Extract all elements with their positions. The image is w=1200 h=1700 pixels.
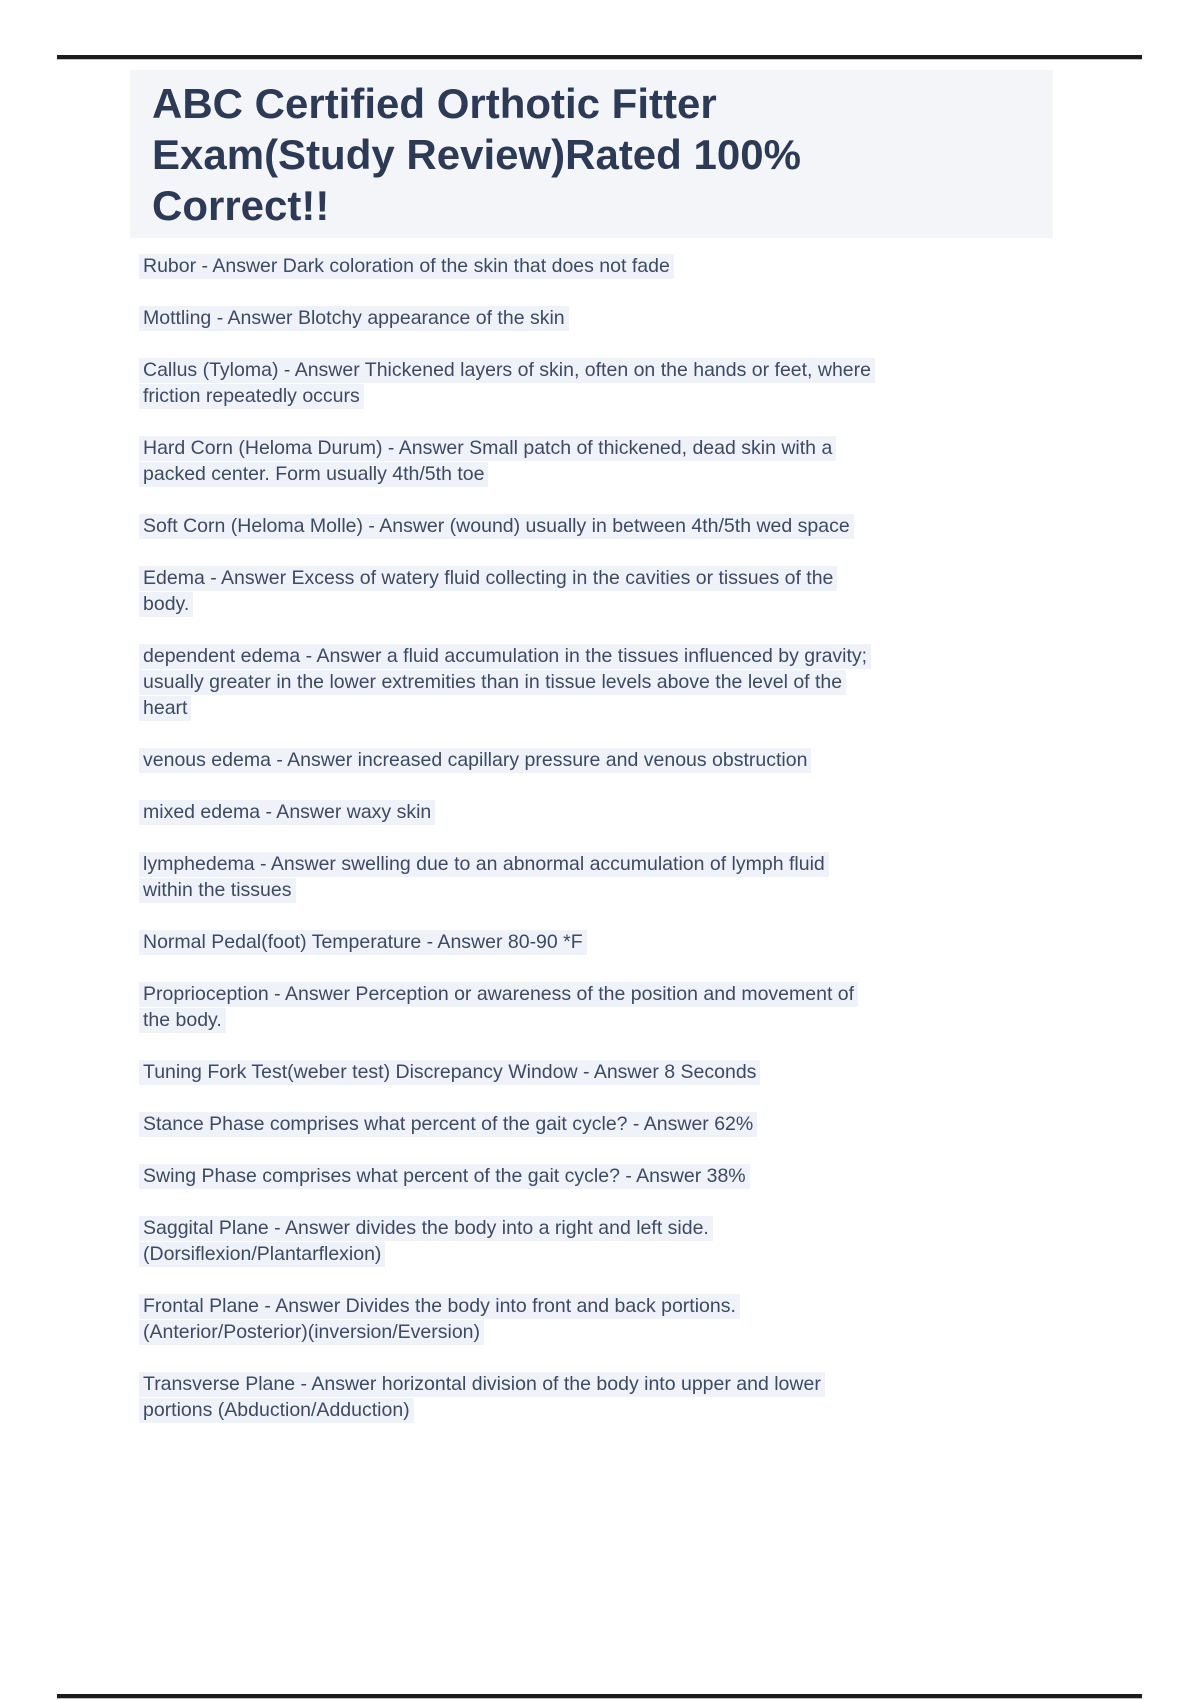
qa-text: Frontal Plane - Answer Divides the body into front and back portions. (139, 1294, 740, 1319)
qa-line (143, 253, 1083, 279)
qa-text: Rubor - Answer Dark coloration of the skin that does not fade (139, 254, 674, 279)
page-title (152, 78, 1033, 231)
qa-line (143, 1163, 1083, 1189)
qa-text: portions (Abduction/Adduction) (139, 1398, 414, 1423)
qa-item (143, 253, 1083, 279)
qa-item (143, 1215, 1083, 1267)
bottom-rule (57, 1694, 1142, 1698)
qa-text: (Anterior/Posterior)(inversion/Eversion) (139, 1320, 484, 1345)
qa-item (143, 851, 1083, 903)
qa-line (143, 799, 1083, 825)
qa-item (143, 643, 1083, 721)
qa-line (143, 1397, 1083, 1423)
qa-line (143, 1215, 1083, 1241)
title-block (130, 70, 1053, 238)
qa-text: Proprioception - Answer Perception or awareness of the position and movement of (139, 982, 858, 1007)
qa-line (143, 851, 1083, 877)
qa-text: packed center. Form usually 4th/5th toe (139, 462, 488, 487)
qa-text: Stance Phase comprises what percent of the gait cycle? - Answer 62% (139, 1112, 757, 1137)
qa-line (143, 305, 1083, 331)
title-line: Exam(Study Review)Rated 100% (152, 131, 801, 178)
qa-line (143, 695, 1083, 721)
qa-text: Tuning Fork Test(weber test) Discrepancy Window - Answer 8 Seconds (139, 1060, 760, 1085)
qa-line (143, 1293, 1083, 1319)
qa-line (143, 981, 1083, 1007)
qa-line (143, 565, 1083, 591)
qa-list (143, 253, 1083, 1449)
qa-line (143, 669, 1083, 695)
qa-text: usually greater in the lower extremities than in tissue levels above the level of the (139, 670, 846, 695)
qa-line (143, 435, 1083, 461)
qa-line (143, 1111, 1083, 1137)
qa-item (143, 981, 1083, 1033)
qa-line (143, 1241, 1083, 1267)
qa-item (143, 1293, 1083, 1345)
qa-item (143, 1371, 1083, 1423)
qa-text: Edema - Answer Excess of watery fluid collecting in the cavities or tissues of the (139, 566, 837, 591)
qa-item (143, 929, 1083, 955)
qa-text: friction repeatedly occurs (139, 384, 364, 409)
qa-item (143, 513, 1083, 539)
qa-line (143, 513, 1083, 539)
qa-text: Hard Corn (Heloma Durum) - Answer Small patch of thickened, dead skin with a (139, 436, 836, 461)
qa-line (143, 643, 1083, 669)
qa-item (143, 435, 1083, 487)
qa-text: Mottling - Answer Blotchy appearance of the skin (139, 306, 569, 331)
qa-item (143, 357, 1083, 409)
qa-item (143, 565, 1083, 617)
qa-text: heart (139, 696, 191, 721)
qa-text: Saggital Plane - Answer divides the body into a right and left side. (139, 1216, 713, 1241)
qa-item (143, 747, 1083, 773)
qa-line (143, 929, 1083, 955)
qa-text: the body. (139, 1008, 226, 1033)
qa-text: venous edema - Answer increased capillary pressure and venous obstruction (139, 748, 811, 773)
qa-line (143, 877, 1083, 903)
qa-text: Normal Pedal(foot) Temperature - Answer 80-90 *F (139, 930, 587, 955)
qa-text: dependent edema - Answer a fluid accumulation in the tissues influenced by gravity; (139, 644, 871, 669)
qa-line (143, 747, 1083, 773)
qa-line (143, 461, 1083, 487)
qa-item (143, 305, 1083, 331)
qa-line (143, 1371, 1083, 1397)
qa-line (143, 1007, 1083, 1033)
qa-text: within the tissues (139, 878, 296, 903)
qa-item (143, 1111, 1083, 1137)
qa-text: body. (139, 592, 193, 617)
qa-text: Soft Corn (Heloma Molle) - Answer (wound) usually in between 4th/5th wed space (139, 514, 854, 539)
qa-line (143, 383, 1083, 409)
qa-line (143, 357, 1083, 383)
top-rule (57, 55, 1142, 59)
qa-item (143, 1163, 1083, 1189)
qa-item (143, 1059, 1083, 1085)
qa-text: (Dorsiflexion/Plantarflexion) (139, 1242, 385, 1267)
title-line: Correct!! (152, 182, 330, 229)
qa-line (143, 1059, 1083, 1085)
qa-text: lymphedema - Answer swelling due to an abnormal accumulation of lymph fluid (139, 852, 829, 877)
qa-text: mixed edema - Answer waxy skin (139, 800, 435, 825)
qa-line (143, 1319, 1083, 1345)
qa-item (143, 799, 1083, 825)
qa-text: Swing Phase comprises what percent of the gait cycle? - Answer 38% (139, 1164, 750, 1189)
title-line: ABC Certified Orthotic Fitter (152, 80, 717, 127)
qa-line (143, 591, 1083, 617)
qa-text: Transverse Plane - Answer horizontal division of the body into upper and lower (139, 1372, 825, 1397)
qa-text: Callus (Tyloma) - Answer Thickened layers of skin, often on the hands or feet, where (139, 358, 875, 383)
